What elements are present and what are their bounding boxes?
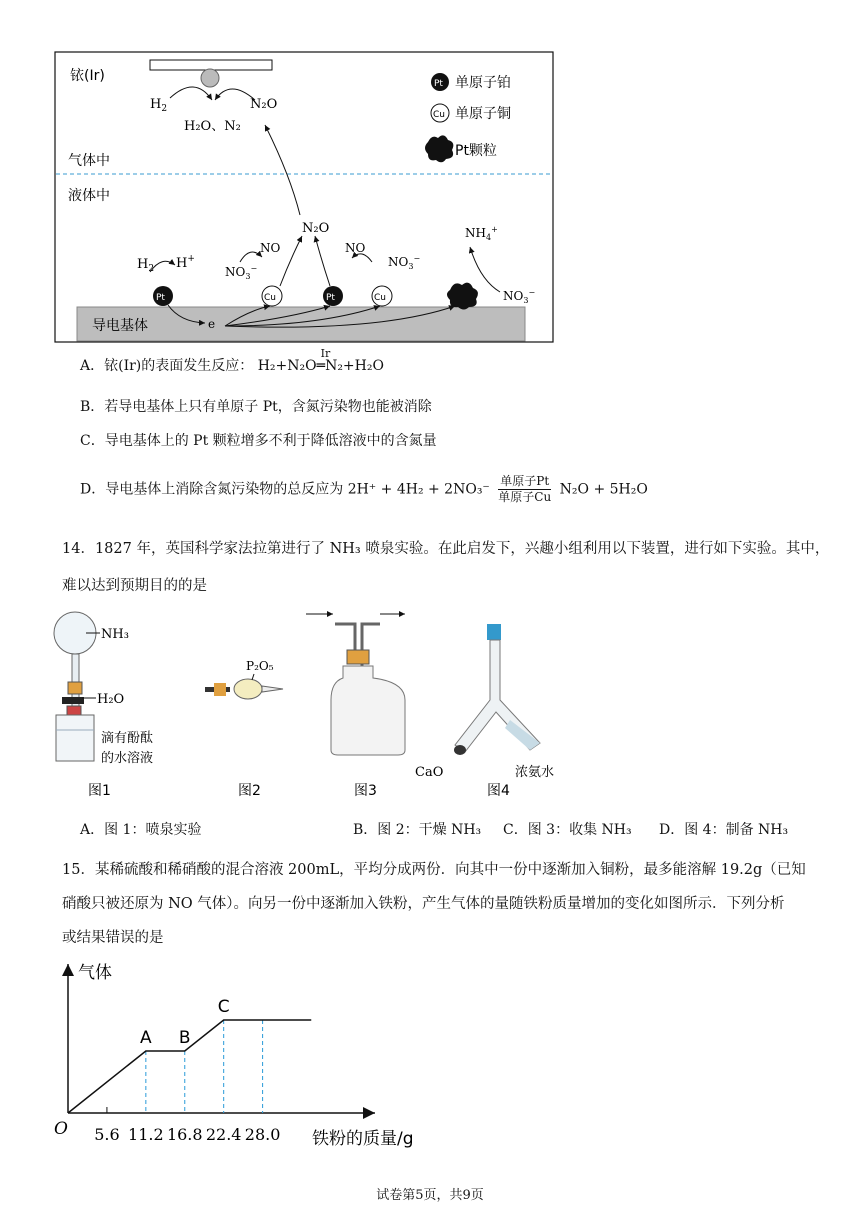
q14-option-d: D．图 4：制备 NH₃ (659, 822, 789, 838)
svg-text:NH4+: $NH_4^+$ (465, 225, 498, 242)
q15-stem-3: 或结果错误的是 (62, 930, 164, 946)
svg-text:CaO: CaO (415, 765, 444, 780)
fig1-caption: 图1 (88, 783, 111, 799)
svg-text:Cu: Cu (374, 293, 386, 303)
arrow-n2o-ir (215, 89, 255, 100)
svg-text:H2: $H_2$ (137, 257, 155, 274)
q14-option-a: A．图 1：喷泉实验 (80, 822, 202, 838)
pt-particle (447, 283, 478, 310)
point-label-A: A (140, 1028, 152, 1048)
svg-text:NO3−: $NO_3^-$ (503, 288, 536, 305)
x-tick-label-0: 5.6 (94, 1125, 120, 1144)
svg-text:NO: NO (345, 241, 366, 255)
x-axis-label: 铁粉的质量/g (312, 1129, 414, 1149)
legend-ptp: Pt颗粒 (455, 143, 497, 159)
fig2-caption: 图2 (238, 783, 261, 799)
svg-text:的水溶液: 的水溶液 (101, 751, 154, 766)
svg-text:NH₃: NH₃ (101, 627, 129, 642)
legend-cu: 单原子铜 (455, 106, 511, 122)
q14-option-b: B．图 2：干燥 NH₃ (353, 822, 482, 838)
q13-option-c: C．导电基体上的 Pt 颗粒增多不利于降低溶液中的含氮量 (80, 433, 437, 449)
ir-label: 铱(Ir) (70, 68, 105, 84)
svg-text:Pt: Pt (156, 293, 165, 303)
x-tick-label-4: 28.0 (244, 1125, 281, 1144)
svg-text:浓氨水: 浓氨水 (515, 765, 555, 780)
svg-text:NO3−: $NO_3^-$ (388, 254, 421, 271)
q14-stem-2: 难以达到预期目的的是 (62, 578, 207, 594)
svg-text:H+: H+ (176, 254, 195, 271)
ir-atom (201, 69, 219, 87)
q14-apparatus-figures (0, 600, 860, 800)
svg-text:NO3−: $NO_3^-$ (225, 264, 258, 281)
fig1-fountain (54, 612, 153, 766)
gas-label: 气体中 (68, 153, 110, 169)
x-tick-label-3: 22.4 (205, 1125, 242, 1144)
y-axis-label: 气体 (78, 963, 112, 983)
n2o-top: N₂O (250, 97, 278, 112)
ir-bar (150, 60, 272, 70)
svg-text:e: e (208, 317, 216, 331)
fig4-y-tube (415, 624, 554, 780)
svg-text:Pt: Pt (434, 79, 443, 89)
q14-stem-1: 14．1827 年，英国科学家法拉第进行了 NH₃ 喷泉实验。在此启发下，兴趣小组利用以下装置，进行如下实验。其中， (62, 541, 830, 557)
q15-stem-2: 硝酸只被还原为 NO 气体）。向另一份中逐渐加入铁粉，产生气体的量随铁粉质量增加的变化如图所示．下列分析 (62, 896, 785, 912)
fig3-caption: 图3 (354, 783, 377, 799)
x-tick-label-1: 11.2 (128, 1125, 164, 1144)
point-label-C: C (217, 997, 230, 1017)
svg-text:Cu: Cu (433, 110, 445, 120)
q14-option-c: C．图 3：收集 NH₃ (503, 822, 632, 838)
svg-text:H₂O: H₂O (97, 692, 125, 707)
gas-vs-iron-chart (40, 950, 480, 1155)
liquid-label: 液体中 (68, 188, 110, 204)
x-tick-label-2: 16.8 (166, 1125, 203, 1144)
substrate-label: 导电基体 (92, 318, 148, 334)
point-label-B: B (178, 1028, 191, 1048)
q13-option-a: A．铱(Ir)的表面发生反应： H₂+N₂O Ir ═N₂+H₂O (80, 347, 384, 374)
svg-text:Cu: Cu (264, 293, 276, 303)
n2o-mid: N₂O (302, 221, 330, 236)
arrow-h2-ir (170, 87, 212, 100)
q13-option-d: D．导电基体上消除含氮污染物的总反应为 2H⁺ + 4H₂ + 2NO₃⁻ $\frac{\text{单原子Pt}}{\text{单原子Cu}}$ N₂O + 5H₂O (80, 474, 648, 504)
diagram-frame (55, 52, 553, 342)
q15-stem-1: 15．某稀硫酸和稀硝酸的混合溶液 200mL，平均分成两份．向其中一份中逐渐加入铜粉，最多能溶解 19.2g（已知 (62, 862, 806, 878)
legend-ptp-icon (425, 135, 453, 162)
svg-text:滴有酚酞: 滴有酚酞 (101, 731, 154, 746)
h2o-n2-label: H₂O、N₂ (184, 119, 241, 134)
origin-label: O (54, 1119, 68, 1139)
page-footer: 试卷第5页，共9页 (376, 1188, 484, 1203)
fig2-drying-tube (205, 659, 283, 699)
legend-pt: 单原子铂 (455, 75, 511, 91)
q13-option-b: B．若导电基体上只有单原子 Pt，含氮污染物也能被消除 (80, 399, 432, 415)
svg-text:Pt: Pt (326, 293, 335, 303)
reaction-mechanism-diagram (0, 0, 860, 350)
fig4-caption: 图4 (487, 783, 510, 799)
svg-text:P₂O₅: P₂O₅ (246, 659, 274, 673)
h2-top: $H_2$ (150, 97, 168, 114)
fig3-gas-bottle (306, 614, 405, 755)
arrow-n2o-gas (265, 125, 300, 215)
svg-text:NO: NO (260, 241, 281, 255)
